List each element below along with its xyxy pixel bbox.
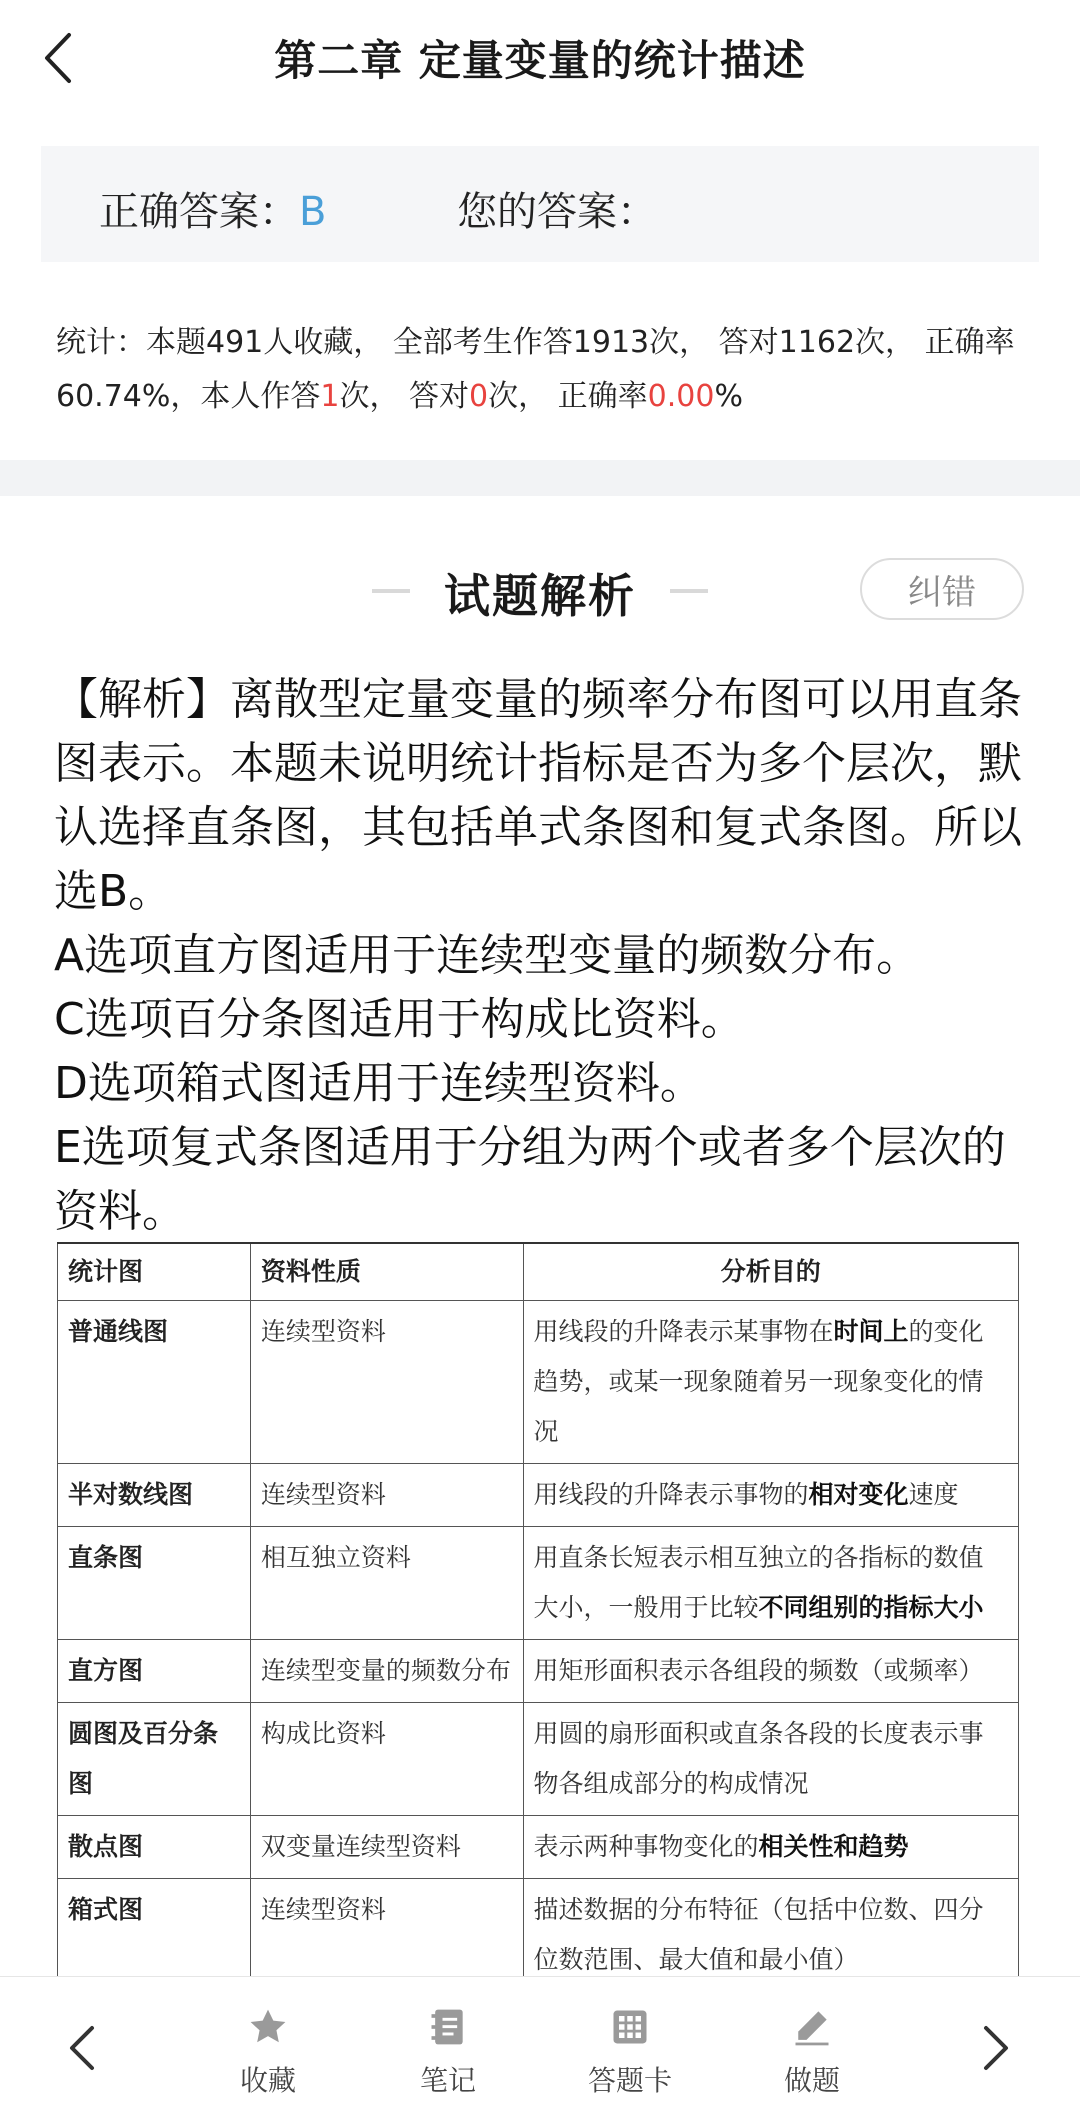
data-nature-cell: 连续型资料 <box>250 1879 523 1993</box>
section-title: 试题解析 <box>444 569 636 623</box>
answer-card-button[interactable] <box>570 2005 690 2099</box>
purpose-emphasis: 相关性和趋势 <box>758 1832 909 1861</box>
chart-type-cell: 直方图 <box>58 1640 251 1703</box>
purpose-text: 用线段的升降表示某事物在 <box>533 1317 834 1346</box>
analysis-purpose-cell <box>523 1640 1018 1703</box>
chevron-left-icon <box>68 2025 96 2071</box>
correct-answer <box>99 180 326 237</box>
top-bar <box>0 0 1080 118</box>
chevron-right-icon <box>982 2025 1010 2071</box>
analysis-paragraph: E选项复式条图适用于分组为两个或者多个层次的资料。 <box>54 1122 1006 1237</box>
table-row <box>58 1879 1019 1993</box>
purpose-text: 的变化趋势，或某一现象随着另一现象变化的情况 <box>533 1317 984 1446</box>
analysis-paragraph: 【解析】离散型定量变量的频率分布图可以用直条图表示。本题未说明统计指标是否为多个层次，默认选择直条图，其包括单式条图和复式条图。所以选B。 <box>54 674 1022 917</box>
correct-answer-value: B <box>299 189 327 235</box>
pencil-icon <box>790 2005 834 2049</box>
purpose-text: 用直条长短表示相互独立的各指标的数值大小，一般用于比较 <box>533 1543 984 1622</box>
table-header-row <box>58 1243 1019 1301</box>
chart-type-table <box>57 1242 1019 1993</box>
stats-text-2: 次， 答对 <box>339 379 470 414</box>
table-row <box>58 1301 1019 1464</box>
data-nature-cell: 连续型资料 <box>250 1464 523 1527</box>
section-divider <box>0 460 1080 496</box>
table-row <box>58 1816 1019 1879</box>
favorite-button[interactable] <box>208 2005 328 2099</box>
chart-type-cell: 散点图 <box>58 1816 251 1879</box>
data-nature-cell: 构成比资料 <box>250 1703 523 1816</box>
your-answer-label: 您的答案： <box>457 189 657 235</box>
chart-type-cell: 圆图及百分条图 <box>58 1703 251 1816</box>
page-title: 第二章 定量变量的统计描述 <box>274 36 806 85</box>
data-nature-cell: 连续型资料 <box>250 1301 523 1464</box>
data-nature-cell: 相互独立资料 <box>250 1527 523 1640</box>
answer-panel <box>41 146 1039 262</box>
chart-type-cell: 箱式图 <box>58 1879 251 1993</box>
notes-button[interactable] <box>388 2005 508 2099</box>
notes-label: 笔记 <box>419 2064 476 2097</box>
purpose-emphasis: 不同组别的指标大小 <box>758 1593 984 1622</box>
stats-summary: 统计：本题491人收藏， 全部考生作答1913次， 答对1162次， 正确率60.74%，本人作答 <box>56 325 1015 414</box>
data-nature-cell: 双变量连续型资料 <box>250 1816 523 1879</box>
analysis-body <box>54 668 1034 1244</box>
star-icon <box>246 2005 290 2049</box>
purpose-text: 速度 <box>908 1480 959 1509</box>
prev-question-button[interactable] <box>52 2013 112 2083</box>
table-row <box>58 1640 1019 1703</box>
grid-card-icon <box>608 2005 652 2049</box>
analysis-paragraph: A选项直方图适用于连续型变量的频数分布。 <box>54 930 921 981</box>
table-row <box>58 1703 1019 1816</box>
analysis-header <box>0 556 1080 626</box>
table-row <box>58 1464 1019 1527</box>
stats-text-3: 次， 正确率 <box>488 379 648 414</box>
favorite-label: 收藏 <box>239 2064 296 2097</box>
table-header-cell: 分析目的 <box>523 1243 1018 1301</box>
statistics-text <box>56 316 1016 424</box>
analysis-purpose-cell <box>523 1816 1018 1879</box>
analysis-paragraph: C选项百分条图适用于构成比资料。 <box>54 994 745 1045</box>
analysis-purpose-cell <box>523 1703 1018 1816</box>
notebook-icon <box>426 2005 470 2049</box>
next-question-button[interactable] <box>966 2013 1026 2083</box>
my-attempts-count: 1 <box>320 379 340 414</box>
table-header-cell: 资料性质 <box>250 1243 523 1301</box>
chart-type-cell: 普通线图 <box>58 1301 251 1464</box>
my-correct-rate: 0.00 <box>647 379 715 414</box>
analysis-purpose-cell <box>523 1301 1018 1464</box>
purpose-text: 表示两种事物变化的 <box>533 1832 759 1861</box>
analysis-paragraph: D选项箱式图适用于连续型资料。 <box>54 1058 704 1109</box>
analysis-purpose-cell <box>523 1879 1018 1993</box>
chart-type-cell: 半对数线图 <box>58 1464 251 1527</box>
your-answer <box>457 180 657 237</box>
analysis-purpose-cell <box>523 1527 1018 1640</box>
analysis-purpose-cell <box>523 1464 1018 1527</box>
purpose-text: 用矩形面积表示各组段的频数（或频率） <box>533 1656 984 1685</box>
purpose-text: 描述数据的分布特征（包括中位数、四分位数范围、最大值和最小值） <box>533 1895 984 1974</box>
title-line-right <box>670 589 708 593</box>
report-error-button[interactable]: 纠错 <box>860 558 1024 620</box>
my-correct-count: 0 <box>469 379 489 414</box>
purpose-emphasis: 时间上 <box>833 1317 909 1346</box>
bottom-nav <box>0 1976 1080 2122</box>
answer-card-label: 答题卡 <box>587 2064 672 2097</box>
purpose-emphasis: 相对变化 <box>808 1480 909 1509</box>
purpose-text: 用线段的升降表示事物的 <box>533 1480 809 1509</box>
reference-table <box>57 1242 1019 1993</box>
correct-answer-label: 正确答案： <box>99 189 299 235</box>
data-nature-cell: 连续型变量的频数分布 <box>250 1640 523 1703</box>
practice-button[interactable] <box>752 2005 872 2099</box>
table-header-cell: 统计图 <box>58 1243 251 1301</box>
table-row <box>58 1527 1019 1640</box>
practice-label: 做题 <box>783 2064 840 2097</box>
chart-type-cell: 直条图 <box>58 1527 251 1640</box>
stats-text-4: % <box>714 379 743 414</box>
purpose-text: 用圆的扇形面积或直条各段的长度表示事物各组成部分的构成情况 <box>533 1719 984 1798</box>
